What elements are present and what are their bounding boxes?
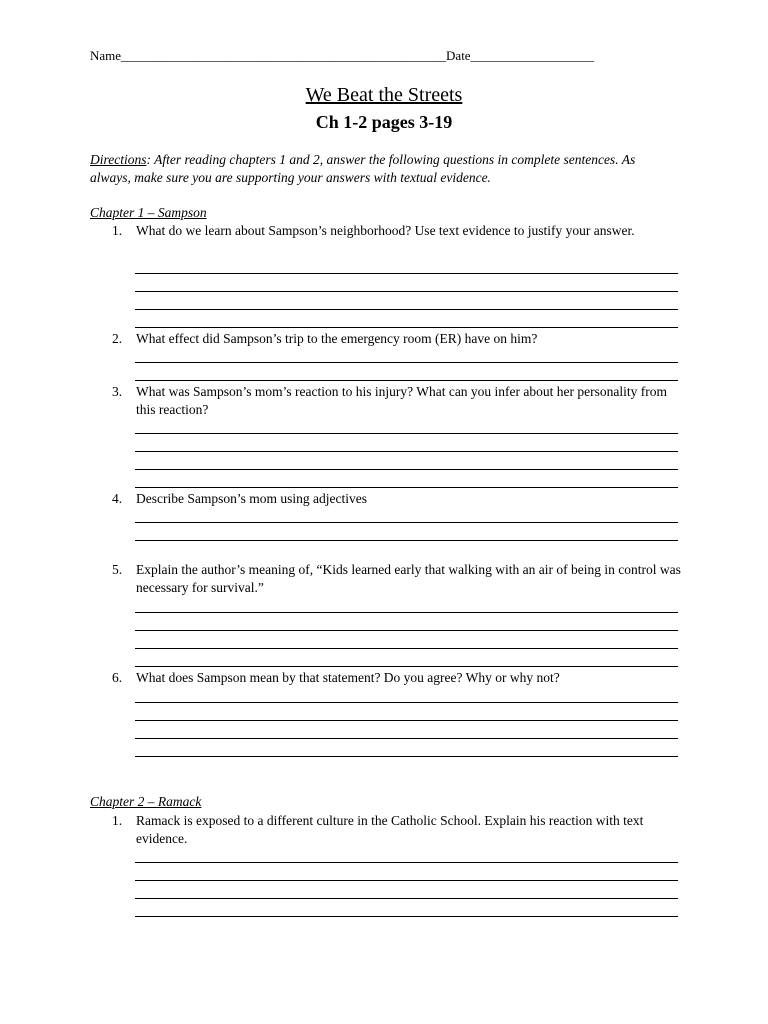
name-date-line: Name__________________________________________________Date___________________	[90, 48, 595, 63]
question-number: 1.	[112, 223, 123, 238]
question-text: What do we learn about Sampson’s neighborhood? Use text evidence to justify your answer.	[136, 223, 635, 238]
answer-line[interactable]	[135, 327, 678, 328]
answer-line[interactable]	[135, 451, 678, 452]
answer-line[interactable]	[135, 666, 678, 667]
answer-line[interactable]	[135, 756, 678, 757]
answer-line[interactable]	[135, 433, 678, 434]
question-number: 2.	[112, 331, 123, 346]
answer-line[interactable]	[135, 522, 678, 523]
answer-line[interactable]	[135, 862, 678, 863]
answer-line[interactable]	[135, 362, 678, 363]
answer-line[interactable]	[135, 309, 678, 310]
answer-line[interactable]	[135, 612, 678, 613]
question-number: 3.	[112, 384, 123, 399]
answer-line[interactable]	[135, 540, 678, 541]
answer-line[interactable]	[135, 273, 678, 274]
answer-line[interactable]	[135, 898, 678, 899]
question-number: 5.	[112, 562, 123, 577]
question-text: Describe Sampson’s mom using adjectives	[136, 491, 367, 506]
question-text: Ramack is exposed to a different culture in the Catholic School. Explain his reaction with text evidence.	[136, 813, 644, 846]
answer-line[interactable]	[135, 738, 678, 739]
directions	[90, 151, 650, 187]
question-text: What does Sampson mean by that statement? Do you agree? Why or why not?	[136, 670, 560, 685]
answer-line[interactable]	[135, 487, 678, 488]
chapter-2-heading: Chapter 2 – Ramack	[90, 794, 202, 809]
question-text: Explain the author’s meaning of, “Kids learned early that walking with an air of being in control was necessary for survival.”	[136, 562, 681, 595]
answer-line[interactable]	[135, 630, 678, 631]
question-number: 6.	[112, 670, 123, 685]
question-number: 1.	[112, 813, 123, 828]
worksheet-title: We Beat the Streets	[305, 84, 463, 106]
answer-line[interactable]	[135, 702, 678, 703]
question-text: What effect did Sampson’s trip to the emergency room (ER) have on him?	[136, 331, 538, 346]
answer-line[interactable]	[135, 469, 678, 470]
directions-label: Directions	[90, 152, 147, 167]
answer-line[interactable]	[135, 880, 678, 881]
question-text: What was Sampson’s mom’s reaction to his injury? What can you infer about her personality from this reaction?	[136, 384, 668, 417]
answer-line[interactable]	[135, 916, 678, 917]
answer-line[interactable]	[135, 648, 678, 649]
chapter-1-heading: Chapter 1 – Sampson	[90, 205, 207, 220]
question-number: 4.	[112, 491, 123, 506]
directions-text: : After reading chapters 1 and 2, answer the following questions in complete sentences. As always, make sure you are supporting your answers with textual evidence.	[90, 152, 636, 185]
answer-line[interactable]	[135, 380, 678, 381]
answer-line[interactable]	[135, 291, 678, 292]
worksheet-subtitle: Ch 1-2 pages 3-19	[315, 112, 453, 132]
answer-line[interactable]	[135, 720, 678, 721]
